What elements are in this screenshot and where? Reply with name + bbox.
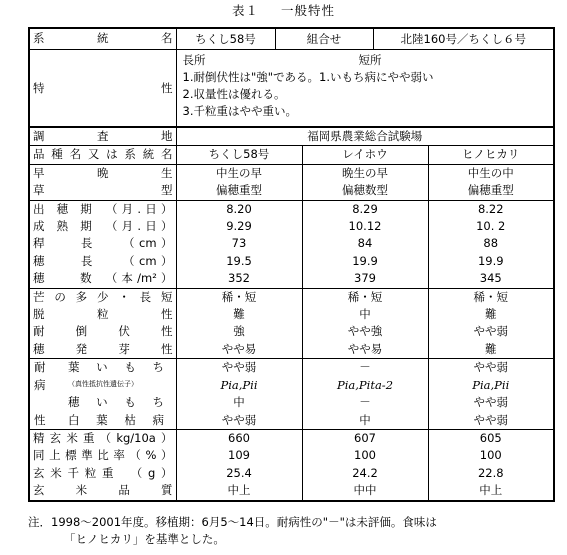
cell: やや弱 xyxy=(428,359,554,377)
table-row xyxy=(29,412,554,430)
disease-row-label: （真性抵抗性遺伝子） xyxy=(68,379,138,388)
row-label: 穂 数 （本/m²） xyxy=(29,270,176,288)
cell: － xyxy=(302,359,428,377)
table-caption: 一般特性 xyxy=(281,3,336,18)
disease-row-label: 白葉枯病 xyxy=(68,412,164,427)
table-row xyxy=(29,218,554,235)
cell: 9.29 xyxy=(176,218,302,235)
traits-line-1: 1.耐倒伏性は"強"である。1.いもち病にやや弱い xyxy=(182,70,434,84)
cell: 偏穂数型 xyxy=(302,182,428,200)
variety-name-1: レイホウ xyxy=(302,146,428,164)
cell: 中 xyxy=(302,412,428,430)
cell: 偏穂重型 xyxy=(176,182,302,200)
disease-side-char: 性 xyxy=(34,412,46,427)
cell: － xyxy=(302,394,428,411)
cell: 中生の早 xyxy=(176,164,302,182)
table-title xyxy=(0,2,567,20)
cell: 中中 xyxy=(302,482,428,500)
row-label: 芒の多少・長短 xyxy=(29,288,176,306)
characteristics-table xyxy=(28,27,555,502)
disease-side-char: 耐 xyxy=(34,360,46,375)
row-label: 草 型 xyxy=(29,182,176,200)
disease-row-label: 穂いもち xyxy=(68,395,164,410)
row-label: 精玄米重（kg/10a） xyxy=(29,429,176,447)
table-row xyxy=(29,164,554,182)
table-row xyxy=(29,182,554,200)
cell: 強 xyxy=(176,323,302,340)
row-label xyxy=(29,394,176,411)
cell: 660 xyxy=(176,429,302,447)
variety-name-0: ちくし58号 xyxy=(176,146,302,164)
row-label: 出 穂 期 （月.日） xyxy=(29,200,176,218)
cell: 中 xyxy=(176,394,302,411)
table-row xyxy=(29,482,554,500)
cell: 345 xyxy=(428,270,554,288)
system-name-label: 系 統 名 xyxy=(29,28,176,50)
cell: 19.9 xyxy=(302,253,428,270)
cell: 22.8 xyxy=(428,465,554,482)
disease-side-char: 病 xyxy=(34,377,46,392)
table-row xyxy=(29,465,554,482)
row-label: 同上標準比率（%） xyxy=(29,447,176,464)
table-number: 表１ xyxy=(231,3,259,18)
cell: 難 xyxy=(176,306,302,323)
cell: やや弱 xyxy=(176,359,302,377)
cell: 稀・短 xyxy=(176,288,302,306)
cell: 100 xyxy=(428,447,554,464)
cell: Pia,Pii xyxy=(428,377,554,394)
row-label xyxy=(29,377,176,394)
cell: やや易 xyxy=(176,341,302,359)
cell: 25.4 xyxy=(176,465,302,482)
cell: 中上 xyxy=(428,482,554,500)
cell: 晩生の早 xyxy=(302,164,428,182)
cell: 10.12 xyxy=(302,218,428,235)
footnote-line-1: 注．1998～2001年度。移植期：6月5～14日。耐病性の"－"は未評価。食味は xyxy=(28,515,437,529)
system-name-0: ちくし58号 xyxy=(195,32,256,46)
traits-label: 特 性 xyxy=(29,50,176,128)
cell: やや弱 xyxy=(176,412,302,430)
system-name-2: 北陸160号／ちくし６号 xyxy=(373,29,554,49)
footnote xyxy=(28,514,563,548)
table-row xyxy=(29,394,554,411)
row-label: 玄 米 品 質 xyxy=(29,482,176,500)
site-value: 福岡県農業総合試験場 xyxy=(176,127,554,146)
table-row xyxy=(29,253,554,270)
traits-content xyxy=(176,50,554,128)
cell: 607 xyxy=(302,429,428,447)
cell: 中生の中 xyxy=(428,164,554,182)
table-row xyxy=(29,447,554,464)
traits-line-3: 3.千粒重はやや重い。 xyxy=(182,104,297,118)
cell: やや弱 xyxy=(428,394,554,411)
traits-long-label: 長所 xyxy=(182,53,206,67)
cell: Pia,Pii xyxy=(176,377,302,394)
cell: 109 xyxy=(176,447,302,464)
variety-name-2: ヒノヒカリ xyxy=(428,146,554,164)
cell: 84 xyxy=(302,235,428,252)
cell: やや弱 xyxy=(428,323,554,340)
row-label: 早 晩 生 xyxy=(29,164,176,182)
row-label: 脱 粒 性 xyxy=(29,306,176,323)
traits-row xyxy=(29,50,554,128)
cell: 88 xyxy=(428,235,554,252)
site-row xyxy=(29,127,554,146)
table-row xyxy=(29,235,554,252)
variety-row xyxy=(29,146,554,164)
row-label: 玄米千粒重 （g） xyxy=(29,465,176,482)
cell: 8.29 xyxy=(302,200,428,218)
table-row xyxy=(29,359,554,377)
cell: 8.20 xyxy=(176,200,302,218)
row-label xyxy=(29,412,176,430)
table-row xyxy=(29,377,554,394)
site-label: 調 査 地 xyxy=(29,127,176,146)
cell: 10. 2 xyxy=(428,218,554,235)
cell: 19.5 xyxy=(176,253,302,270)
cell: 中 xyxy=(302,306,428,323)
row-label: 成 熟 期 （月.日） xyxy=(29,218,176,235)
disease-row-label: 葉いもち xyxy=(68,360,164,375)
footnote-line-2: 「ヒノヒカリ」を基準とした。 xyxy=(64,532,225,546)
cell: 24.2 xyxy=(302,465,428,482)
cell: やや強 xyxy=(302,323,428,340)
row-label: 耐 倒 伏 性 xyxy=(29,323,176,340)
table-row xyxy=(29,288,554,306)
table-row xyxy=(29,429,554,447)
table-row xyxy=(29,323,554,340)
table-row xyxy=(29,200,554,218)
row-label: 稈 長 （cm） xyxy=(29,235,176,252)
cell: 稀・短 xyxy=(302,288,428,306)
system-name-cells xyxy=(176,28,554,50)
variety-label: 品種名又は系統名 xyxy=(29,146,176,164)
cell: 難 xyxy=(428,306,554,323)
cell: 100 xyxy=(302,447,428,464)
cell: 偏穂重型 xyxy=(428,182,554,200)
cell: Pia,Pita-2 xyxy=(302,377,428,394)
cell: 379 xyxy=(302,270,428,288)
table-row xyxy=(29,270,554,288)
traits-line-2: 2.収量性は優れる。 xyxy=(182,87,286,101)
traits-short-label: 短所 xyxy=(358,53,382,67)
cell: 605 xyxy=(428,429,554,447)
row-label: 穂 発 芽 性 xyxy=(29,341,176,359)
cell: 難 xyxy=(428,341,554,359)
table-row xyxy=(29,341,554,359)
cell: 73 xyxy=(176,235,302,252)
system-name-row xyxy=(29,28,554,50)
cell: 19.9 xyxy=(428,253,554,270)
cell: やや弱 xyxy=(428,412,554,430)
row-label: 穂 長 （cm） xyxy=(29,253,176,270)
cell: 352 xyxy=(176,270,302,288)
cell: 8.22 xyxy=(428,200,554,218)
system-name-1: 組合せ xyxy=(275,29,373,49)
row-label xyxy=(29,359,176,377)
cell: 中上 xyxy=(176,482,302,500)
cell: やや易 xyxy=(302,341,428,359)
table-row xyxy=(29,306,554,323)
cell: 稀・短 xyxy=(428,288,554,306)
